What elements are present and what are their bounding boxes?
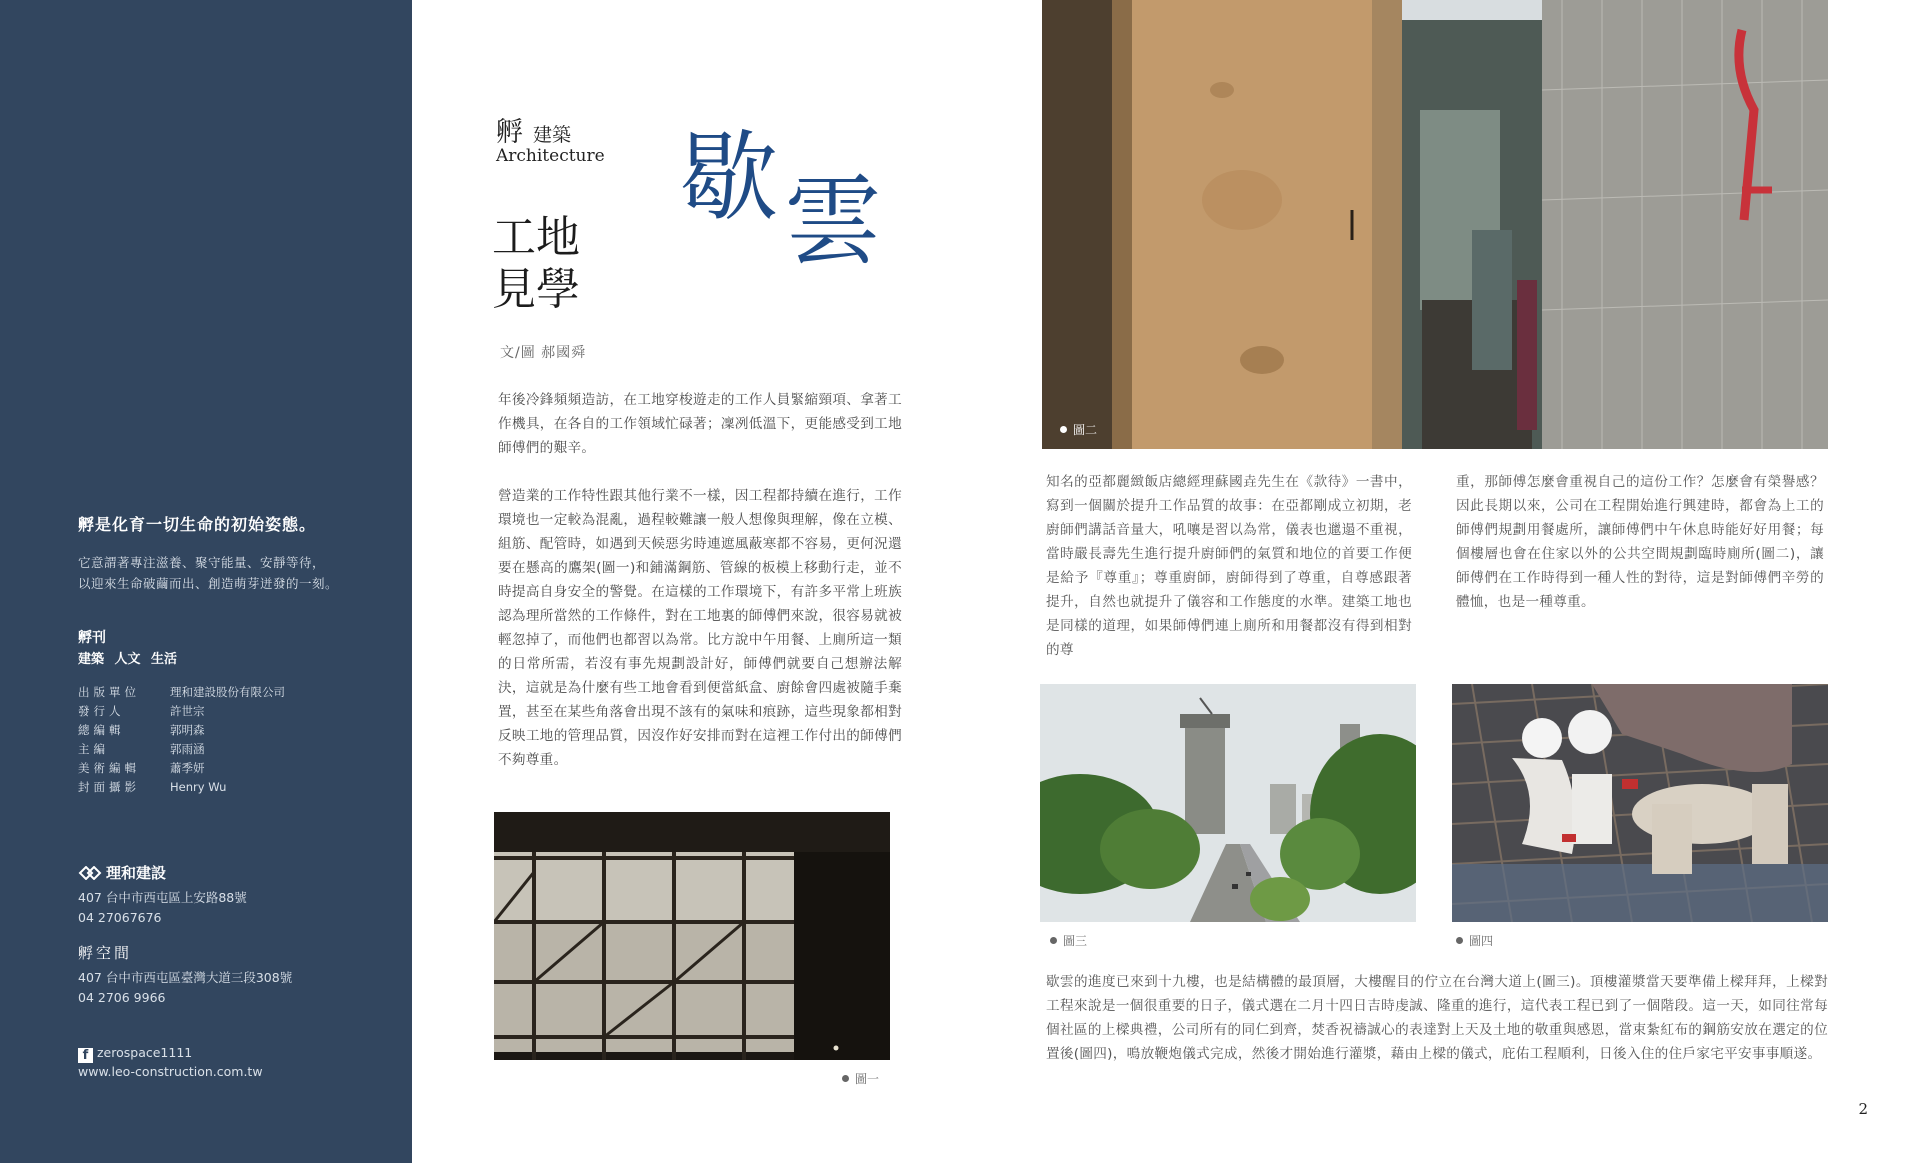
credit-row xyxy=(78,721,285,740)
title-line: 見學 xyxy=(492,264,580,315)
credit-value: 郭明森 xyxy=(170,723,205,737)
page-number: 2 xyxy=(1858,1100,1868,1118)
byline: 文/圖 郝國舜 xyxy=(500,345,587,361)
project-name-char-1: 歇 xyxy=(680,121,779,235)
credit-value: 理和建設股份有限公司 xyxy=(170,685,285,699)
website-link[interactable]: www.leo-construction.com.tw xyxy=(78,1064,263,1079)
credit-key: 出版單位 xyxy=(78,685,140,699)
rebar-workers-image xyxy=(1452,684,1828,922)
facebook-icon: f xyxy=(78,1048,93,1063)
photo-rebar-workers xyxy=(1452,684,1828,922)
title-line: 工地 xyxy=(492,212,580,263)
toilet-corridor-image xyxy=(1042,0,1828,449)
caption-text: 圖二 xyxy=(1073,423,1098,437)
credit-row xyxy=(78,702,285,721)
photo-temporary-toilet xyxy=(1042,0,1828,449)
credit-row xyxy=(78,740,285,759)
paragraph-body: 營造業的工作特性跟其他行業不一樣，因工程都持續在進行，工作環境也一定較為混亂，過程較難讓一般人想像與理解，像在立模、組筋、配管時，如遇到天候惡劣時連遮風蔽寒都不容易，更何況還要在懸高的鷹架(圖一)和鋪滿鋼筋、管線的板模上移動行走，並不時提高自身安全的警覺。在這樣的工作環境下，有許多平常上班族認為理所當然的工作條件，對在工地裏的師傅們來說，很容易就被輕忽掉了，而他們也都習以為常。比方說中午用餐、上廁所這一類的日常所需，若沒有事先規劃設計好，師傅們就要自己想辦法解決，這就是為什麼有些工地會看到便當紙盒、廚餘會四處被隨手棄置，甚至在某些角落會出現不該有的氣味和痕跡，這些現象都相對反映工地的管理品質，因沒作好安排而對在這裡工作付出的師傅們不夠尊重。 xyxy=(498,488,902,768)
space-address-line: 407 台中市西屯區臺灣大道三段308號 xyxy=(78,970,293,985)
brand-phone: 04 27067676 xyxy=(78,910,162,925)
credit-key: 封面攝影 xyxy=(78,780,140,794)
credit-key: 美術編輯 xyxy=(78,761,140,775)
credit-value: 蕭季妍 xyxy=(170,761,205,775)
social-links xyxy=(78,1044,263,1080)
caption-bullet-icon xyxy=(1050,937,1057,944)
caption-figure-1 xyxy=(842,1070,879,1087)
credits-list xyxy=(78,683,285,797)
sidebar-subtext xyxy=(78,552,338,594)
caption-text: 圖四 xyxy=(1469,934,1494,948)
credit-value: Henry Wu xyxy=(170,780,227,794)
credit-value: 許世宗 xyxy=(170,704,205,718)
avenue-image xyxy=(1040,684,1416,922)
credit-value: 郭雨涵 xyxy=(170,742,205,756)
column-kicker xyxy=(496,110,571,149)
credit-key: 發行人 xyxy=(78,704,125,718)
credit-key: 主編 xyxy=(78,742,109,756)
brand-address-line: 407 台中市西屯區上安路88號 xyxy=(78,890,247,905)
caption-text: 圖一 xyxy=(855,1072,880,1086)
space-address xyxy=(78,968,292,1008)
caption-text: 圖三 xyxy=(1063,934,1088,948)
brand-address xyxy=(78,888,247,928)
article-right-page xyxy=(960,0,1920,1163)
sidebar-tagline: 孵是化育一切生命的初始姿態。 xyxy=(78,515,317,534)
caption-figure-4 xyxy=(1456,932,1493,949)
sidebar xyxy=(0,0,412,1163)
magazine-categories: 建築 人文 生活 xyxy=(78,652,178,667)
magazine-name: 孵刊 xyxy=(78,630,106,646)
kicker-label: 建築 xyxy=(533,124,572,146)
facebook-handle: zerospace1111 xyxy=(97,1045,193,1060)
photo-scaffolding xyxy=(494,812,890,1060)
caption-figure-2 xyxy=(1060,421,1097,438)
brand-logo-icon xyxy=(78,866,102,880)
brand-label: 理和建設 xyxy=(106,864,167,882)
scaffolding-image xyxy=(494,812,890,1060)
caption-bullet-icon xyxy=(1060,426,1067,433)
paragraph-progress: 歇雲的進度已來到十九樓，也是結構體的最頂層，大樓醒目的佇立在台灣大道上(圖三)。頂樓灌漿當天要準備上樑拜拜，上樑對工程來說是一個很重要的日子，儀式選在二月十四日吉時虔誠、隆重的進行，這代表工程已到了一個階段。這一天，如同往常每個社區的上樑典禮，公司所有的同仁到齊，焚香祝禱誠心的表達對上天及土地的敬重與感恩，當束紮紅布的鋼筋安放在選定的位置後(圖四)，鳴放鞭炮儀式完成，然後才開始進行灌漿，藉由上樑的儀式，庇佑工程順利，日後入住的住戶家宅平安事事順遂。 xyxy=(1046,974,1828,1062)
sidebar-subtext-line: 它意謂著專注滋養、聚守能量、安靜等待， xyxy=(78,555,326,570)
paragraph-story: 知名的亞都麗緻飯店總經理蘇國垚先生在《款待》一書中，寫到一個關於提升工作品質的故事：在亞都剛成立初期，老廚師們講話音量大，吼嚷是習以為常，儀表也邋遢不重視，當時嚴長壽先生進行提升廚師們的氣質和地位的首要工作便是給予『尊重』；尊重廚師，廚師得到了尊重，自尊感跟著提升，自然也就提升了儀容和工作態度的水準。建築工地也是同樣的道理，如果師傅們連上廁所和用餐都沒有得到相對的尊 xyxy=(1046,474,1412,658)
credit-row xyxy=(78,778,285,797)
space-name: 孵空間 xyxy=(78,944,133,962)
credit-row xyxy=(78,759,285,778)
credit-key: 總編輯 xyxy=(78,723,125,737)
kicker-english: Architecture xyxy=(496,146,605,166)
article-left-page xyxy=(412,0,960,1163)
article-title xyxy=(492,212,612,316)
kicker-char: 孵 xyxy=(496,117,523,148)
caption-bullet-icon xyxy=(842,1075,849,1082)
space-phone: 04 2706 9966 xyxy=(78,990,166,1005)
photo-building-avenue xyxy=(1040,684,1416,922)
brand-name xyxy=(78,862,166,883)
caption-figure-3 xyxy=(1050,932,1087,949)
paragraph-story-continued: 重，那師傅怎麼會重視自己的這份工作？怎麼會有榮譽感？因此長期以來，公司在工程開始進行興建時，都會為上工的師傅們規劃用餐處所，讓師傅們中午休息時能好好用餐；每個樓層也會在住家以外的公共空間規劃臨時廁所(圖二)，讓師傅們在工作時得到一種人性的對待，這是對師傅們辛勞的體恤，也是一種尊重。 xyxy=(1456,474,1824,610)
project-name-char-2: 雲 xyxy=(784,165,883,279)
sidebar-subtext-line: 以迎來生命破繭而出、創造萌芽迸發的一刻。 xyxy=(78,576,339,591)
paragraph-intro: 年後冷鋒頻頻造訪，在工地穿梭遊走的工作人員緊縮頸項、拿著工作機具，在各自的工作領域忙碌著；凜冽低溫下，更能感受到工地師傅們的艱辛。 xyxy=(498,392,902,456)
credit-row xyxy=(78,683,285,702)
facebook-link[interactable] xyxy=(78,1044,263,1063)
caption-bullet-icon xyxy=(1456,937,1463,944)
